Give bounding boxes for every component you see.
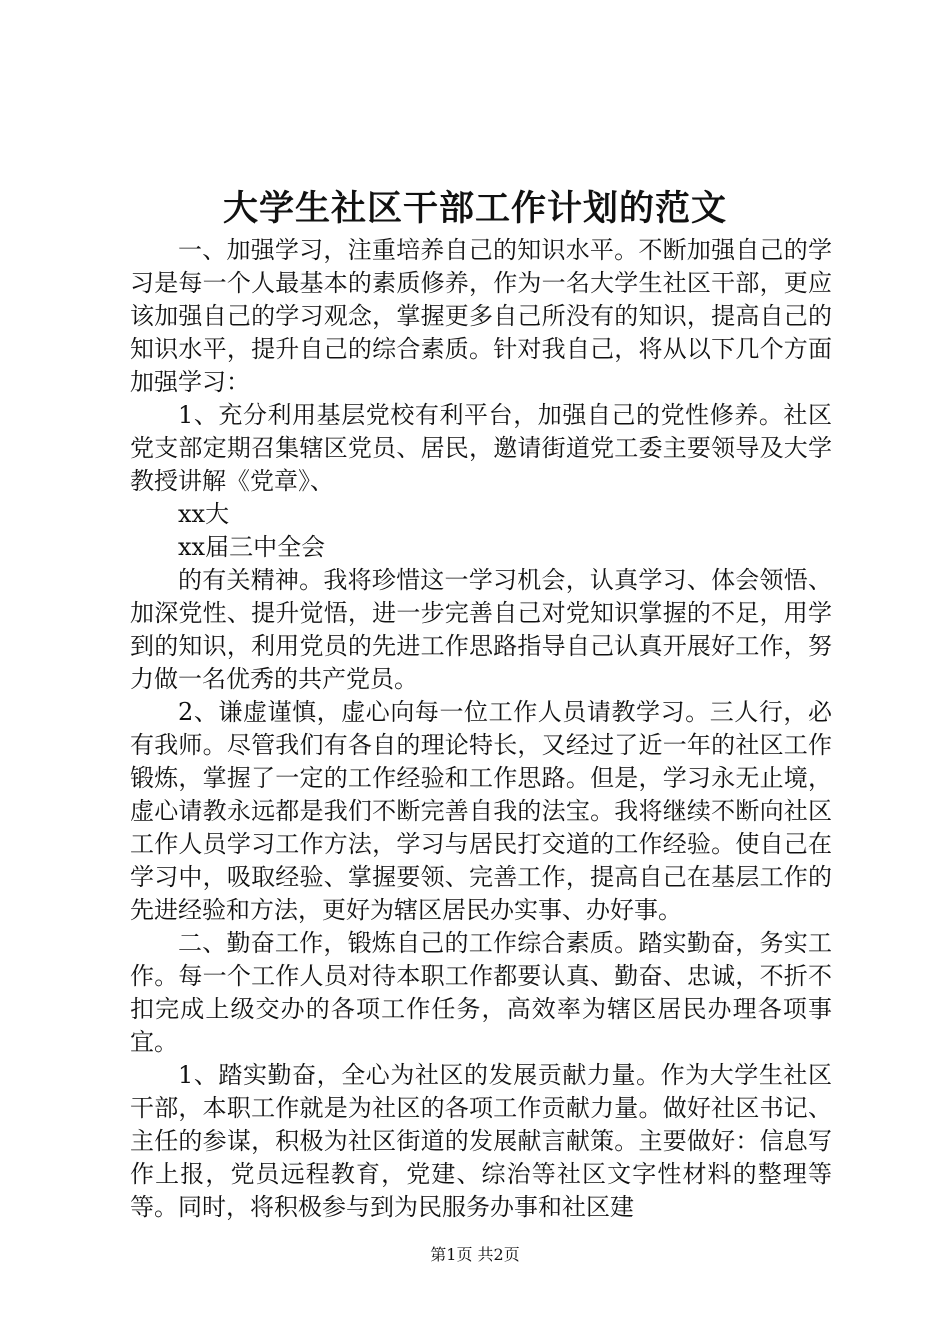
paragraph-1: 一、加强学习，注重培养自己的知识水平。不断加强自己的学习是每一个人最基本的素质修养，作为一名大学生社区干部，更应该加强自己的学习观念，掌握更多自己所没有的知识，提高自己的知识水平，提升自己的综合素质。针对我自己，将从以下几个方面加强学习： <box>130 236 832 396</box>
page-footer: 第1页 共2页 <box>430 1245 520 1264</box>
document-title: 大学生社区干部工作计划的范文 <box>222 188 727 229</box>
paragraph-6: 2、谦虚谨慎，虚心向每一位工作人员请教学习。三人行，必有我师。尽管我们有各自的理论特长，又经过了近一年的社区工作锻炼，掌握了一定的工作经验和工作思路。但是，学习永无止境，虚心请教永远都是我们不断完善自我的法宝。我将继续不断向社区工作人员学习工作方法，学习与居民打交道的工作经验。使自己在学习中，吸取经验、掌握要领、完善工作，提高自己在基层工作的先进经验和方法，更好为辖区居民办实事、办好事。 <box>130 698 832 924</box>
document-body <box>130 234 832 1224</box>
paragraph-4: xx届三中全会 <box>178 533 326 561</box>
paragraph-5: 的有关精神。我将珍惜这一学习机会，认真学习、体会领悟、加深党性、提升觉悟，进一步完善自己对党知识掌握的不足，用学到的知识，利用党员的先进工作思路指导自己认真开展好工作，努力做一名优秀的共产党员。 <box>130 566 832 693</box>
paragraph-3: xx大 <box>178 500 230 528</box>
paragraph-2: 1、充分利用基层党校有利平台，加强自己的党性修养。社区党支部定期召集辖区党员、居民，邀请街道党工委主要领导及大学教授讲解《党章》、 <box>130 401 832 495</box>
paragraph-8: 1、踏实勤奋，全心为社区的发展贡献力量。作为大学生社区干部，本职工作就是为社区的各项工作贡献力量。做好社区书记、主任的参谋，积极为社区街道的发展献言献策。主要做好：信息写作上报，党员远程教育，党建、综治等社区文字性材料的整理等等。同时，将积极参与到为民服务办事和社区建 <box>130 1061 832 1221</box>
paragraph-7: 二、勤奋工作，锻炼自己的工作综合素质。踏实勤奋，务实工作。每一个工作人员对待本职工作都要认真、勤奋、忠诚，不折不扣完成上级交办的各项工作任务，高效率为辖区居民办理各项事宜。 <box>130 929 832 1056</box>
